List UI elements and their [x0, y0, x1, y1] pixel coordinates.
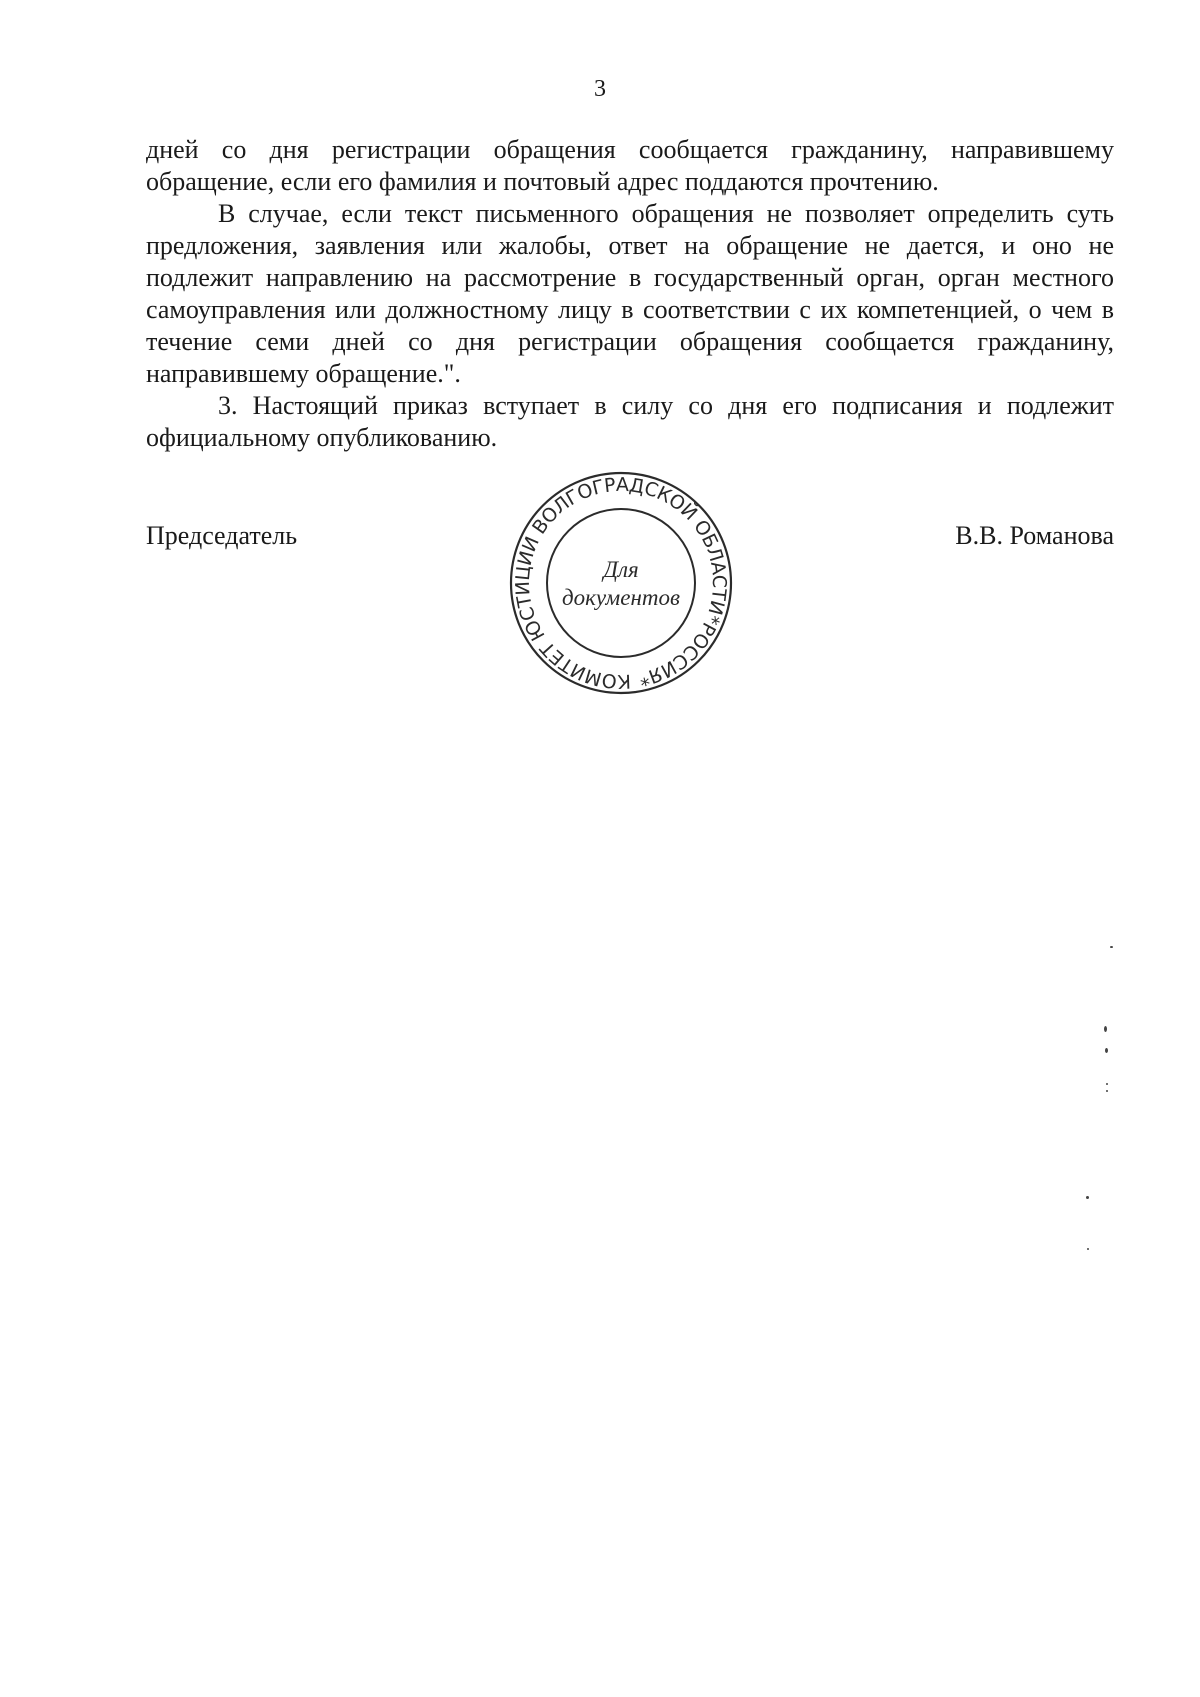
paragraph-continuation: дней со дня регистрации обращения сообщается гражданину, направившему обращение, если его фамилия и почтовый адрес поддаются прочтению. [146, 135, 1114, 196]
page-number: 3 [594, 76, 606, 102]
seal-center-line-2: документов [562, 585, 680, 610]
signatory-name: В.В. Романова [955, 521, 1114, 550]
paragraph-unreadable-text-rule: В случае, если текст письменного обращения не позволяет определить суть предложения, заявления или жалобы, ответ на обращение не дается, и оно не подлежит направлению на рассмотрение в государственный орган, орган местного самоуправления или должностному лицу в соответствии с их компетенцией, о чем в течение семи дней со дня регистрации обращения сообщается гражданину, направившему обращение.". [146, 199, 1114, 388]
scan-speck [1104, 1026, 1107, 1032]
seal-center-line-1: Для [603, 557, 639, 582]
seal-graphic [508, 470, 734, 696]
scan-speck [1110, 946, 1113, 948]
scan-speck [1086, 1196, 1089, 1199]
official-seal [508, 470, 734, 696]
scan-speck [1106, 1083, 1108, 1085]
scan-speck [1106, 1090, 1108, 1092]
paragraph-effective-date: 3. Настоящий приказ вступает в силу со дня его подписания и подлежит официальному опубликованию. [146, 391, 1114, 452]
signatory-title: Председатель [146, 521, 298, 550]
scan-speck [1105, 1048, 1108, 1053]
scan-speck [1087, 1248, 1089, 1250]
document-body [146, 134, 1114, 454]
seal-ring-text: КОМИТЕТ ЮСТИЦИИ ВОЛГОГРАДСКОЙ ОБЛАСТИ*РОССИЯ* [511, 473, 731, 693]
